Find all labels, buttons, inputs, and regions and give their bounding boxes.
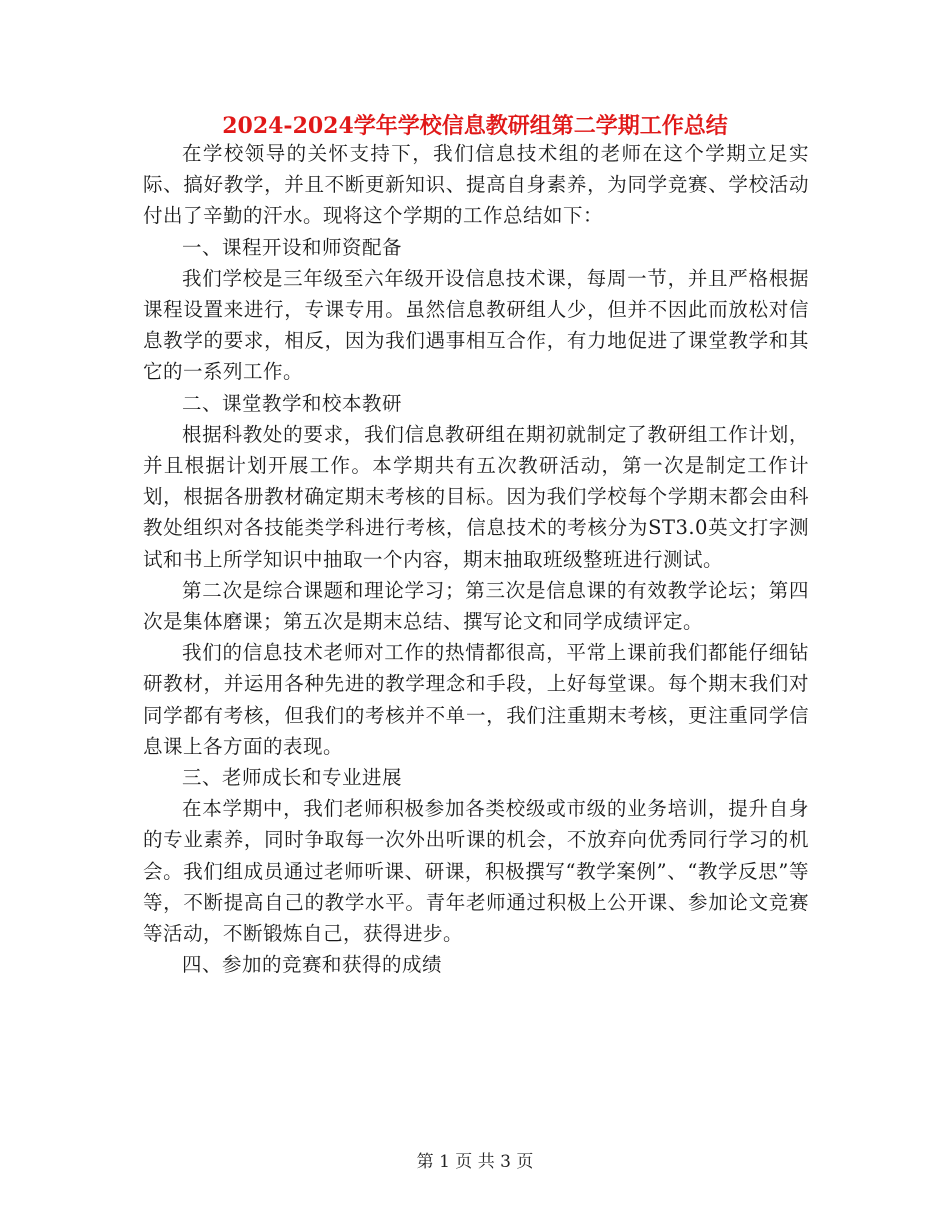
page-footer: 第 1 页 共 3 页 xyxy=(416,1152,534,1172)
document-body xyxy=(143,138,809,980)
section-heading-3: 三、老师成长和专业进展 xyxy=(182,766,403,790)
document-title: 2024-2024学年学校信息教研组第二学期工作总结 xyxy=(222,113,728,139)
paragraph-intro: 在学校领导的关怀支持下，我们信息技术组的老师在这个学期立足实际、搞好教学，并且不断更新知识、提高自身素养，为同学竞赛、学校活动付出了辛勤的汗水。现将这个学期的工作总结如下： xyxy=(143,142,809,228)
paragraph-section-2b: 第二次是综合课题和理论学习；第三次是信息课的有效教学论坛；第四次是集体磨课；第五次是期末总结、撰写论文和同学成绩评定。 xyxy=(143,578,809,634)
section-heading-1: 一、课程开设和师资配备 xyxy=(182,235,403,259)
paragraph-section-3: 在本学期中，我们老师积极参加各类校级或市级的业务培训，提升自身的专业素养，同时争取每一次外出听课的机会，不放弃向优秀同行学习的机会。我们组成员通过老师听课、研课，积极撰写“教学案例”、“教学反思”等等，不断提高自己的教学水平。青年老师通过积极上公开课、参加论文竞赛等活动，不断锻炼自己，获得进步。 xyxy=(143,797,809,946)
section-heading-4: 四、参加的竞赛和获得的成绩 xyxy=(182,953,443,977)
paragraph-section-2a: 根据科教处的要求，我们信息教研组在期初就制定了教研组工作计划，并且根据计划开展工作。本学期共有五次教研活动，第一次是制定工作计划，根据各册教材确定期末考核的目标。因为我们学校每个学期末都会由科教处组织对各技能类学科进行考核，信息技术的考核分为ST3.0英文打字测试和书上所学知识中抽取一个内容，期末抽取班级整班进行测试。 xyxy=(143,422,809,571)
section-heading-2: 二、课堂教学和校本教研 xyxy=(182,391,403,415)
paragraph-section-2c: 我们的信息技术老师对工作的热情都很高，平常上课前我们都能仔细钻研教材，并运用各种先进的教学理念和手段，上好每堂课。每个期末我们对同学都有考核，但我们的考核并不单一，我们注重期末考核，更注重同学信息课上各方面的表现。 xyxy=(143,641,809,758)
paragraph-section-1: 我们学校是三年级至六年级开设信息技术课，每周一节，并且严格根据课程设置来进行，专课专用。虽然信息教研组人少，但并不因此而放松对信息教学的要求，相反，因为我们遇事相互合作，有力地促进了课堂教学和其它的一系列工作。 xyxy=(143,266,809,384)
